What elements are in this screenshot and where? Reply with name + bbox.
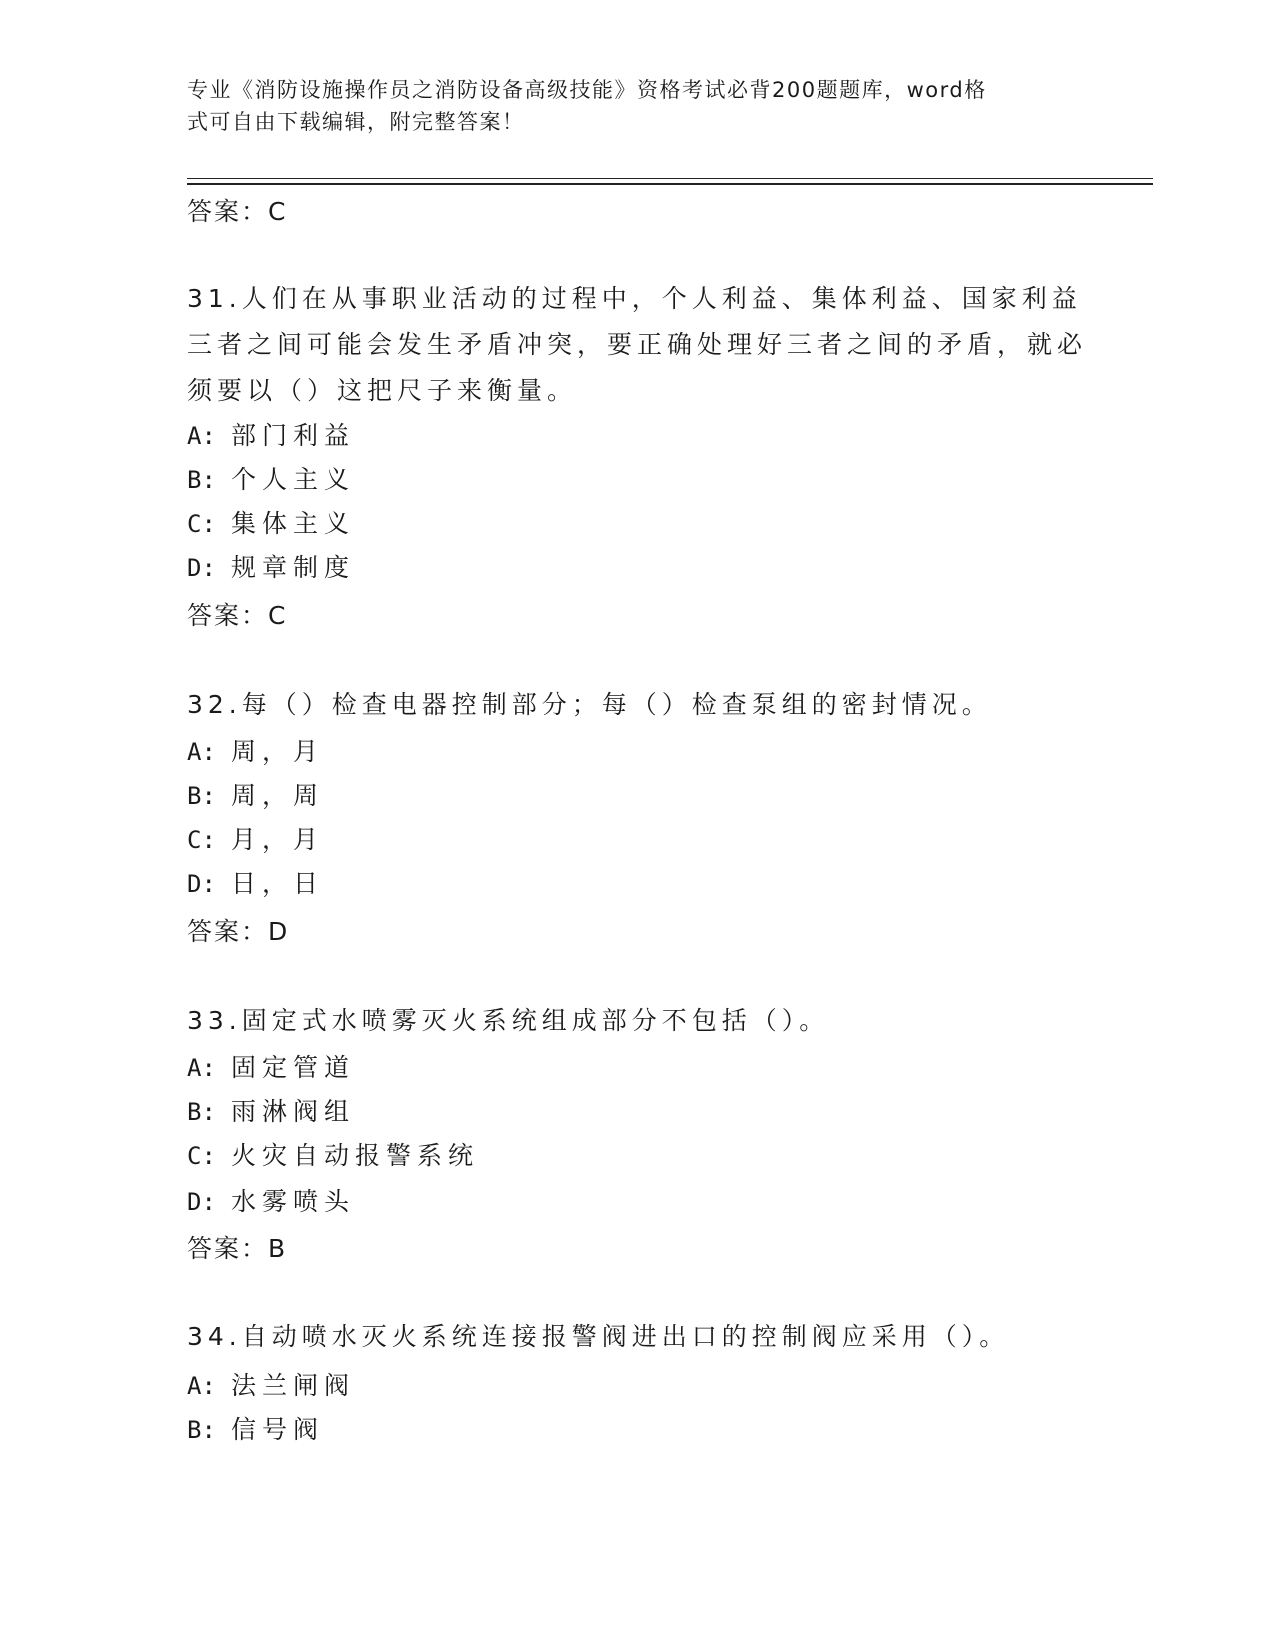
option-key: B: <box>187 466 216 494</box>
option-d <box>187 868 324 900</box>
option-text: 雨淋阀组 <box>231 1097 356 1126</box>
option-a <box>187 1052 355 1084</box>
option-b <box>187 780 324 812</box>
document-title-line-1: 专业《消防设施操作员之消防设备高级技能》资格考试必背200题题库，word格 <box>187 78 987 102</box>
question-stem <box>187 276 1087 414</box>
header-divider-thin <box>187 178 1153 179</box>
option-key: A: <box>187 1054 216 1082</box>
question-number: 33. <box>187 1006 242 1035</box>
option-text: 集体主义 <box>231 509 356 538</box>
answer-label: 答案： <box>187 917 269 946</box>
answer-value: C <box>268 197 287 226</box>
answer-line <box>187 912 288 948</box>
question-stem <box>187 998 1087 1044</box>
option-text: 部门利益 <box>231 421 356 450</box>
option-key: B: <box>187 1416 216 1444</box>
option-key: A: <box>187 738 216 766</box>
question-text: 自动喷水灭火系统连接报警阀进出口的控制阀应采用（）。 <box>241 1322 1010 1351</box>
question-text: 每（）检查电器控制部分；每（）检查泵组的密封情况。 <box>241 690 992 719</box>
option-key: D: <box>187 554 216 582</box>
option-c <box>187 508 355 540</box>
answer-line <box>187 596 286 632</box>
option-a <box>187 1370 355 1402</box>
option-text: 固定管道 <box>231 1053 356 1082</box>
option-text: 周，周 <box>231 781 325 810</box>
option-key: C: <box>187 1142 216 1170</box>
answer-value: B <box>268 1234 287 1263</box>
option-text: 法兰闸阀 <box>231 1371 356 1400</box>
document-title <box>187 74 1067 138</box>
option-text: 水雾喷头 <box>231 1187 356 1216</box>
option-c <box>187 824 324 856</box>
answer-label: 答案： <box>187 601 269 630</box>
answer-label: 答案： <box>187 197 269 226</box>
question-number: 34. <box>187 1322 242 1351</box>
header-divider-thick <box>187 183 1153 185</box>
option-text: 个人主义 <box>231 465 356 494</box>
option-key: A: <box>187 1372 216 1400</box>
option-key: A: <box>187 422 216 450</box>
option-key: C: <box>187 510 216 538</box>
question-text: 固定式水喷雾灭火系统组成部分不包括（）。 <box>241 1006 830 1035</box>
answer-line <box>187 1229 286 1265</box>
answer-value: C <box>268 601 287 630</box>
question-stem <box>187 1314 1087 1360</box>
option-text: 火灾自动报警系统 <box>231 1141 480 1170</box>
option-key: B: <box>187 782 216 810</box>
answer-label: 答案： <box>187 1234 269 1263</box>
option-d <box>187 1186 355 1218</box>
option-text: 日，日 <box>231 869 325 898</box>
option-text: 信号阀 <box>231 1415 325 1444</box>
option-a <box>187 736 324 768</box>
answer-value: D <box>268 917 289 946</box>
document-title-line-2: 式可自由下载编辑，附完整答案！ <box>187 110 525 134</box>
option-key: D: <box>187 870 216 898</box>
option-key: C: <box>187 826 216 854</box>
option-key: D: <box>187 1188 216 1216</box>
option-b <box>187 464 355 496</box>
option-text: 周，月 <box>231 737 325 766</box>
option-d <box>187 552 355 584</box>
option-b <box>187 1096 355 1128</box>
answer-line <box>187 192 286 228</box>
question-number: 31. <box>187 284 242 313</box>
option-a <box>187 420 355 452</box>
question-number: 32. <box>187 690 242 719</box>
option-b <box>187 1414 324 1446</box>
option-text: 规章制度 <box>231 553 356 582</box>
question-text: 人们在从事职业活动的过程中，个人利益、集体利益、国家利益三者之间可能会发生矛盾冲突，要正确处理好三者之间的矛盾，就必须要以（）这把尺子来衡量。 <box>187 284 1088 405</box>
option-c <box>187 1140 479 1172</box>
option-text: 月，月 <box>231 825 325 854</box>
question-stem <box>187 682 1087 728</box>
option-key: B: <box>187 1098 216 1126</box>
